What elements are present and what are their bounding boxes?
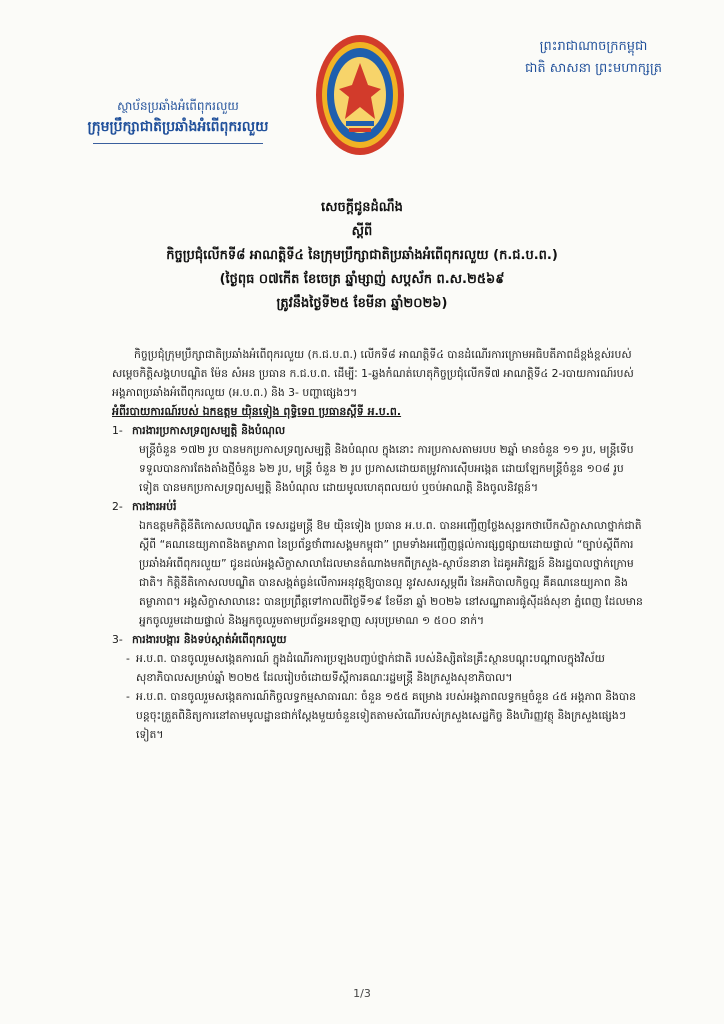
item-title: ការងារប្រកាសទ្រព្យសម្បត្តិ និងបំណុល xyxy=(132,424,286,437)
item-1-text: មន្ត្រីចំនួន ១៧២ រូប បានមកប្រកាសទ្រព្យសម្បត្តិ និងបំណុល ក្នុងនោះ ការប្រកាសតាមរបប ២ឆ្នាំ មានចំនួន ១១ រូប, មន្ត្រីទើបទទួលបានការតែងតាំងថ្មីចំនួន ៦២ រូប, មន្ត្រី ចំនួន ២ រូប ប្រកាសដោយតម្រូវការស៊ើបអង្កេត ដោយឡែកមន្ត្រីចំនួន ១០៨ រូបទៀត បានមកប្រកាសទ្រព្យសម្បត្តិ និងបំណុល ដោយមូលហេតុពលយប់ ឬចប់អាណត្តិ និងចូលនិវត្តន៍។ xyxy=(139,443,634,494)
bullet-text: អ.ប.ព. បានចូលរួមសង្កេតការណ៍ ក្នុងដំណើរការប្រឡងបញ្ចប់ថ្នាក់ជាតិ របស់និស្សិតនៃគ្រឹះស្ថានបណ្តុះបណ្តាលក្នុងវិស័យសុខាភិបាលសម្រាប់ឆ្នាំ ២០២៥ ដែលរៀបចំដោយទីស្តីការគណៈរដ្ឋមន្ត្រី និងក្រសួងសុខាភិបាល។ xyxy=(136,652,605,684)
list-item: - អ.ប.ព. បានចូលរួមសង្កេតការណ៍ ក្នុងដំណើរការប្រឡងបញ្ចប់ថ្នាក់ជាតិ របស់និស្សិតនៃគ្រឹះស្ថានបណ្តុះបណ្តាលក្នុងវិស័យសុខាភិបាលសម្រាប់ឆ្នាំ ២០២៥ ដែលរៀបចំដោយទីស្តីការគណៈរដ្ឋមន្ត្រី និងក្រសួងសុខាភិបាល។ xyxy=(126,652,605,684)
document-body xyxy=(112,345,644,744)
item-number: 1- xyxy=(112,424,123,437)
institution-name xyxy=(58,96,298,144)
institution-line-1: ស្ថាប័នប្រឆាំងអំពើពុករលួយ xyxy=(117,99,239,113)
national-motto: ជាតិ សាសនា ព្រះមហាក្សត្រ xyxy=(525,61,662,76)
list-item: - អ.ប.ព. បានចូលរួមសង្កេតការណ៍កិច្ចលទ្ធកម្មសាធារណៈ ចំនួន ១៥៥ គម្រោង របស់អង្គភាពលទ្ធកម្មចំនួន ៤៥ អង្គភាព និងបានបន្តចុះត្រួតពិនិត្យការនៅតាមមូលដ្ឋានជាក់ស្តែងមួយចំនួនទៀតតាមសំណើរបស់ក្រសួងសេដ្ឋកិច្ច និងហិរញ្ញវត្ថុ និងក្រសួងផ្សេងៗទៀត។ xyxy=(126,690,637,741)
document-title xyxy=(66,196,658,316)
kingdom-name: ព្រះរាជាណាចក្រកម្ពុជា xyxy=(539,39,648,54)
item-2-heading xyxy=(112,497,644,516)
item-1-heading xyxy=(112,421,644,440)
title-line-4: (ថ្ងៃពុធ ០៧កើត ខែចេត្រ ឆ្នាំម្សាញ់ សប្តស័ក ព.ស.២៥៦៩ xyxy=(219,272,505,287)
intro-paragraph: កិច្ចប្រជុំក្រុមប្រឹក្សាជាតិប្រឆាំងអំពើពុករលួយ (ក.ជ.ប.ព.) លើកទី៨ អាណត្តិទី៤ បានដំណើរការក្រោមអធិបតីភាពដ៏ខ្ពង់ខ្ពស់របស់ សម្តេចកិត្តិសង្គហបណ្ឌិត ម៉ែន សំអន ប្រធាន ក.ជ.ប.ព. ដើម្បីៈ 1-ឆ្លងកំណត់ហេតុកិច្ចប្រជុំលើកទី៧ អាណត្តិទី៤ 2-របាយការណ៍របស់អង្គភាពប្រឆាំងអំពើពុករលួយ (អ.ប.ព.) និង 3- បញ្ហាផ្សេងៗ។ xyxy=(112,348,634,399)
bullet-text: អ.ប.ព. បានចូលរួមសង្កេតការណ៍កិច្ចលទ្ធកម្មសាធារណៈ ចំនួន ១៥៥ គម្រោង របស់អង្គភាពលទ្ធកម្មចំនួន ៤៥ អង្គភាព និងបានបន្តចុះត្រួតពិនិត្យការនៅតាមមូលដ្ឋានជាក់ស្តែងមួយចំនួនទៀតតាមសំណើរបស់ក្រសួងសេដ្ឋកិច្ច និងហិរញ្ញវត្ថុ និងក្រសួងផ្សេងៗទៀត។ xyxy=(136,690,637,741)
section-heading: អំពីរបាយការណ៍របស់ ឯកឧត្តម យ៉ិនទៀង ពុទ្ធិទេព ប្រធានស្ដីទី អ.ប.ព. xyxy=(112,405,402,418)
item-number: 2- xyxy=(112,500,123,513)
divider xyxy=(93,143,263,144)
institution-seal-logo xyxy=(313,33,407,163)
kingdom-motto xyxy=(525,36,662,80)
item-3-heading xyxy=(112,630,644,649)
title-line-2: ស្ដីពី xyxy=(351,224,373,239)
title-line-3: កិច្ចប្រជុំលើកទី៨ អាណត្តិទី៤ នៃក្រុមប្រឹក្សាជាតិប្រឆាំងអំពើពុករលួយ (ក.ជ.ប.ព.) xyxy=(166,248,558,263)
item-number: 3- xyxy=(112,633,123,646)
title-line-1: សេចក្ដីជូនដំណឹង xyxy=(321,200,403,215)
item-title: ការងារអប់រំ xyxy=(132,500,177,513)
page-number: 1/3 xyxy=(353,987,371,1000)
item-title: ការងារបង្ការ និងទប់ស្កាត់អំពើពុករលួយ xyxy=(132,633,287,646)
institution-line-2: ក្រុមប្រឹក្សាជាតិប្រឆាំងអំពើពុករលួយ xyxy=(87,119,269,135)
title-line-5: ត្រូវនឹងថ្ងៃទី២៥ ខែមីនា ឆ្នាំ២០២៦) xyxy=(276,296,448,311)
item-2-text: ឯកឧត្តមកិត្តិនីតិកោសលបណ្ឌិត ទេសរដ្ឋមន្ត្រី ឱម យ៉ិនទៀង ប្រធាន អ.ប.ព. បានអញ្ជើញថ្លែងសុន្ទរកថាបើកសិក្ខាសាលាថ្នាក់ជាតិស្តីពី “គណនេយ្យភាពនិងតម្លាភាព នៃប្រព័ន្ធថាំពារសង្គមកម្ពុជា” ព្រមទាំងអញ្ជើញផ្តល់ការផ្សព្វផ្សាយដោយផ្ទាល់ “ច្បាប់ស្តីពីការប្រឆាំងអំពើពុករលួយ” ជូនដល់អង្គសិក្ខាសាលាដែលមានតំណាងមកពីក្រសួង-ស្ថាប័ននានា ដៃគូអភិវឌ្ឍន៍ និងរដ្ឋបាលថ្នាក់ក្រោមជាតិ។ កិត្តិនីតិកោសលបណ្ឌិត បានសង្កត់ធ្ងន់លើការអនុវត្តឱ្យបានល្អ នូវសសរស្តម្ភពីរ នៃអភិបាលកិច្ចល្អ គឺគណនេយ្យភាព និងតម្លាភាព។ អង្គសិក្ខាសាលានេះ បានប្រព្រឹត្តទៅកាលពីថ្ងៃទី១៩ ខែមីនា ឆ្នាំ ២០២៦ នៅសណ្ឋាគារផ៉ូស៊ីដង់សុខា ភ្នំពេញ ដែលមានអ្នកចូលរួមដោយផ្ទាល់ និងអ្នកចូលរួមតាមប្រព័ន្ធអនឡាញ សរុបប្រមាណ ១ ៥០០ នាក់។ xyxy=(139,519,643,627)
